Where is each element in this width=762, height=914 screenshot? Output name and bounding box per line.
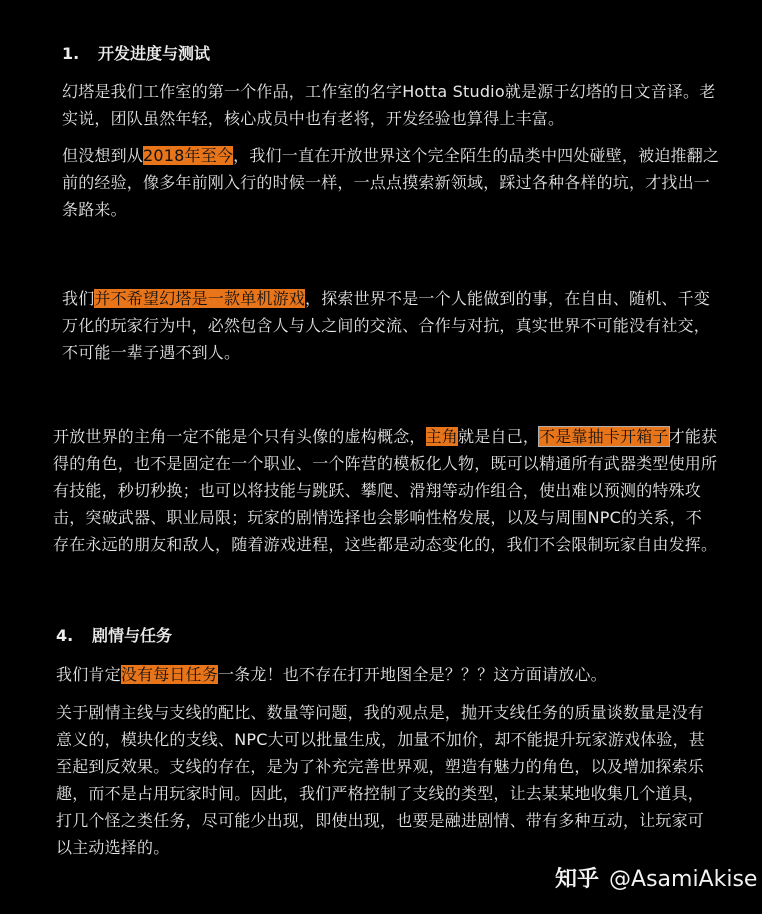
section-4-heading	[56, 625, 172, 647]
online-paragraph-block	[62, 285, 720, 366]
section-1-heading	[62, 43, 210, 65]
highlight-no-daily-tasks: 没有每日任务	[120, 665, 219, 684]
section-1-paragraph-1: 幻塔是我们工作室的第一个作品，工作室的名字Hotta Studio就是源于幻塔的日文音译。老实说，团队虽然年轻，核心成员中也有老将，开发经验也算得上丰富。	[62, 82, 716, 128]
highlight-2018: 2018年至今	[143, 146, 234, 165]
section-4-paragraph-1: 我们肯定没有每日任务一条龙！也不存在打开地图全是？？？这方面请放心。	[56, 665, 607, 684]
section-4-paragraph-2: 关于剧情主线与支线的配比、数量等问题，我的观点是，抛开支线任务的质量谈数量是没有意义的，模块化的支线、NPC大可以批量生成，加量不加价，却不能提升玩家游戏体验，甚至起到反效果。支线的存在，是为了补充完善世界观，塑造有魅力的角色，以及增加探索乐趣，而不是占用玩家时间。因此，我们严格控制了支线的类型，让去某某地收集几个道具，打几个怪之类任务，尽可能少出现，即使出现，也要是融进剧情、带有多种互动，让玩家可以主动选择的。	[56, 703, 705, 857]
section-4-number: 4.	[56, 626, 74, 645]
highlight-protagonist: 主角	[425, 427, 459, 446]
section-1-paragraph-2: 但没想到从2018年至今，我们一直在开放世界这个完全陌生的品类中四处碰壁，被迫推翻之前的经验，像多年前刚入行的时候一样，一点点摸索新领域，踩过各种各样的坑，才找出一条路来。	[62, 146, 720, 219]
section-4-title: 剧情与任务	[92, 626, 173, 645]
protagonist-paragraph: 开放世界的主角一定不能是个只有头像的虚构概念，主角就是自己，不是靠抽卡开箱子才能获得的角色，也不是固定在一个职业、一个阵营的模板化人物，既可以精通所有武器类型使用所有技能，秒切秒换；也可以将技能与跳跃、攀爬、滑翔等动作组合，使出难以预测的特殊攻击，突破武器、职业局限；玩家的剧情选择也会影响性格发展，以及与周围NPC的关系，不存在永远的朋友和敌人，随着游戏进程，这些都是动态变化的，我们不会限制玩家自由发挥。	[53, 427, 718, 554]
zhihu-watermark	[555, 864, 757, 896]
highlight-no-gacha: 不是靠抽卡开箱子	[539, 427, 669, 446]
section-1-title: 开发进度与测试	[98, 44, 211, 63]
online-paragraph: 我们并不希望幻塔是一款单机游戏，探索世界不是一个人能做到的事，在自由、随机、千变万化的玩家行为中，必然包含人与人之间的交流、合作与对抗，真实世界不可能没有社交，不可能一辈子遇不到人。	[62, 289, 711, 362]
section-4-body	[56, 661, 718, 861]
section-1-number: 1.	[62, 44, 80, 63]
protagonist-paragraph-block	[53, 423, 718, 558]
watermark-platform: 知乎	[555, 867, 600, 892]
watermark-user: @AsamiAkise	[609, 867, 758, 892]
section-1-body	[62, 78, 720, 223]
highlight-not-single-player: 并不希望幻塔是一款单机游戏	[94, 289, 306, 308]
